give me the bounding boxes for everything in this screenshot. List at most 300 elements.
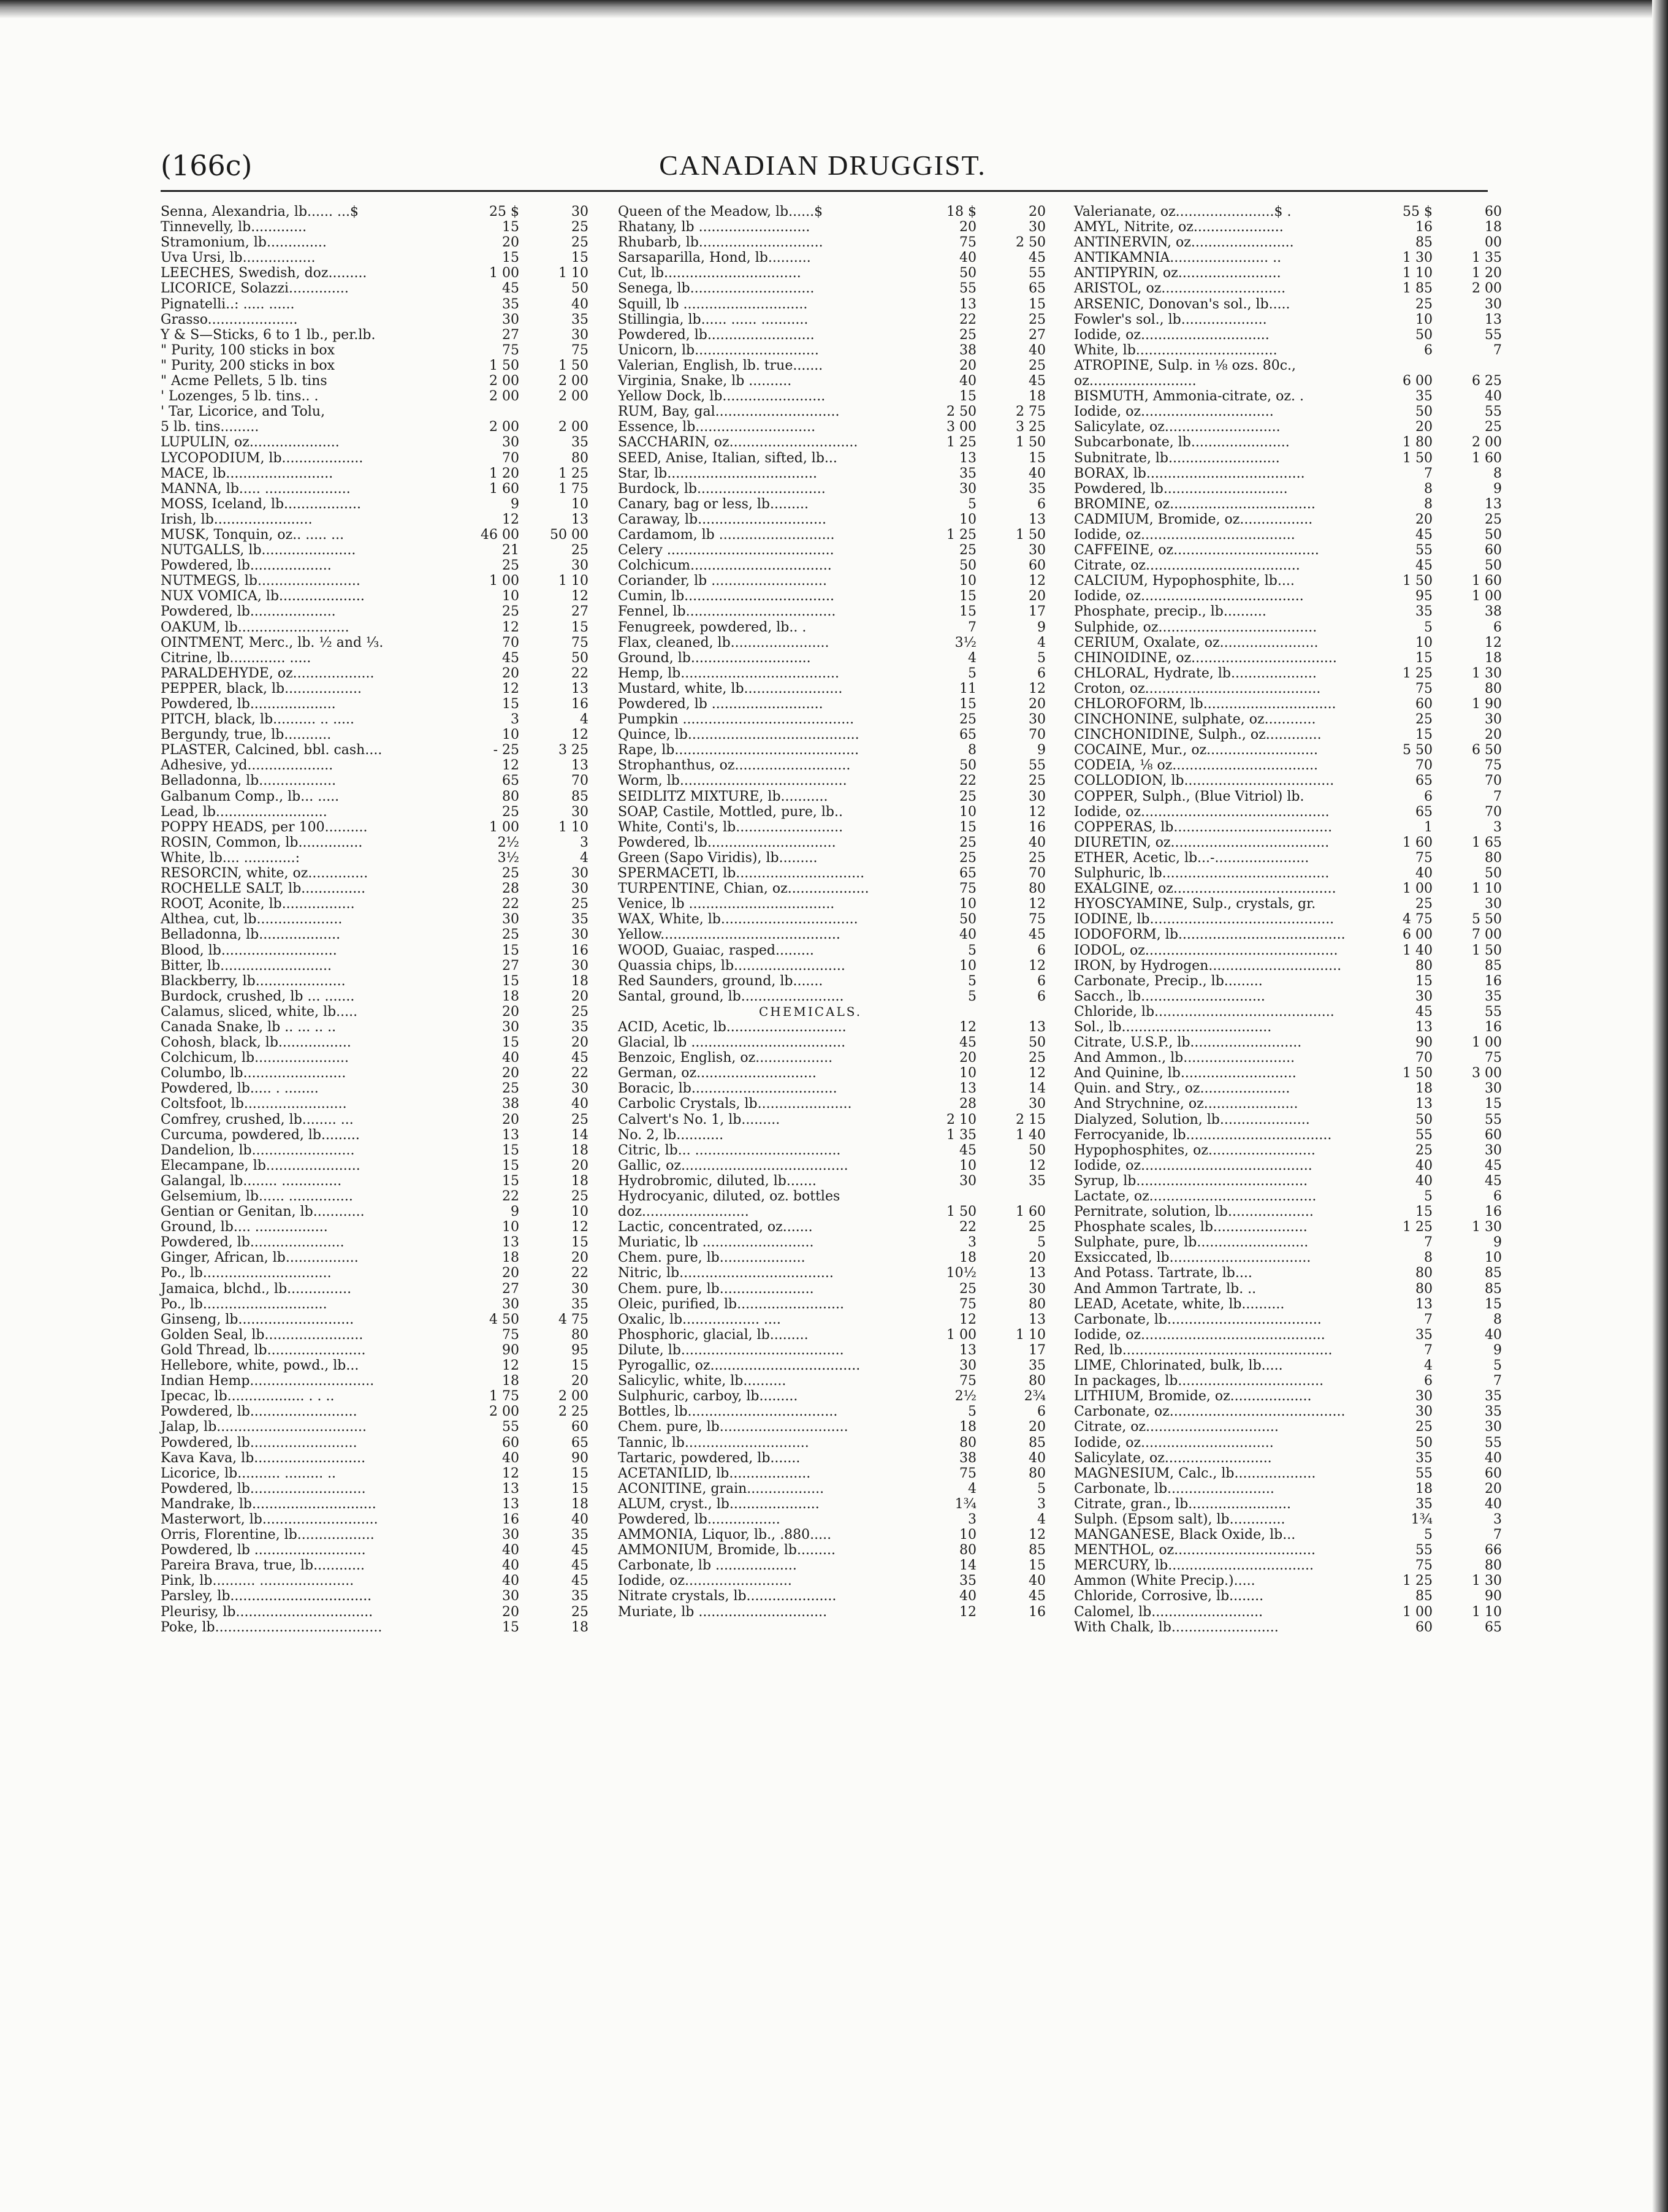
price-row — [618, 481, 1059, 497]
price-high: 25 — [1029, 1219, 1046, 1235]
price-row — [161, 466, 602, 481]
item-name: Phosphate scales, lb...................... — [1074, 1219, 1308, 1235]
item-name: Bottles, lb................................... — [618, 1404, 838, 1420]
price-row — [1074, 820, 1515, 835]
price-row — [1074, 204, 1515, 219]
price-row — [1074, 573, 1515, 589]
price-row — [618, 727, 1059, 742]
item-name: NUTMEGS, lb........................ — [161, 573, 360, 589]
price-high: 1 10 — [558, 265, 588, 281]
price-high: 2 15 — [1016, 1112, 1046, 1127]
price-row — [618, 281, 1059, 296]
price-row — [161, 881, 602, 896]
price-high: 6 50 — [1472, 742, 1502, 758]
price-row — [161, 1481, 602, 1497]
price-high: 75 — [1485, 758, 1502, 774]
price-row — [161, 1189, 602, 1204]
price-high: 6 — [1037, 1404, 1046, 1420]
price-row — [161, 358, 602, 373]
price-row — [618, 1558, 1059, 1573]
price-row — [161, 1050, 602, 1066]
item-name: Iodide, oz...................................... — [1074, 589, 1304, 604]
item-name: No. 2, lb........... — [618, 1127, 724, 1143]
price-high: 1 65 — [1472, 834, 1502, 850]
price-row — [1074, 1481, 1515, 1497]
price-high: 50 — [1485, 527, 1502, 543]
price-row — [1074, 1235, 1515, 1250]
price-low: 12 — [502, 511, 519, 527]
price-row — [618, 1327, 1059, 1343]
price-low: 45 — [959, 1035, 977, 1051]
price-low: 5 50 — [1403, 742, 1433, 758]
item-name: Elecampane, lb...................... — [161, 1157, 360, 1173]
price-high: 55 — [1485, 1435, 1502, 1451]
item-name: Subnitrate, lb.......................... — [1074, 450, 1280, 466]
item-name: Parsley, lb................................. — [161, 1588, 372, 1604]
item-name: Colchicum, lb...................... — [161, 1050, 349, 1066]
price-row — [161, 497, 602, 512]
price-row — [161, 435, 602, 450]
price-row — [161, 512, 602, 527]
price-row — [618, 773, 1059, 788]
price-low: 13 — [1415, 1296, 1433, 1312]
price-row — [161, 373, 602, 389]
item-name: PARALDEHYDE, oz................... — [161, 665, 375, 681]
price-low: 1 25 — [946, 527, 977, 543]
price-low: 55 — [1415, 1543, 1433, 1558]
price-low: 45 — [1415, 1004, 1433, 1020]
item-name: Venice, lb .................................. — [618, 896, 835, 912]
item-name: Essence, lb............................ — [618, 419, 816, 435]
item-name: Lactic, concentrated, oz....... — [618, 1219, 813, 1235]
price-high: 60 — [571, 1419, 588, 1435]
item-name: ANTIKAMNIA....................... .. — [1074, 250, 1282, 266]
price-high: 13 — [1029, 511, 1046, 527]
price-high: 60 — [1485, 1465, 1502, 1481]
item-name: Hydrocyanic, diluted, oz. bottles — [618, 1189, 840, 1204]
item-name: Blackberry, lb..................... — [161, 973, 346, 989]
price-high: 16 — [1029, 1604, 1046, 1620]
price-low: 21 — [502, 543, 519, 559]
item-name: CHINOIDINE, oz.................................. — [1074, 650, 1337, 666]
price-low: 16 — [1415, 219, 1433, 235]
price-low: 4 — [968, 650, 977, 666]
price-row — [618, 927, 1059, 942]
price-high: 35 — [571, 1527, 588, 1543]
price-high: 1 75 — [558, 481, 588, 497]
price-high: 80 — [1485, 1558, 1502, 1574]
price-high: 45 — [571, 1050, 588, 1066]
price-low: 1 00 — [489, 819, 519, 835]
price-high: 90 — [1485, 1588, 1502, 1604]
price-high: 65 — [1029, 281, 1046, 297]
item-name: LUPULIN, oz..................... — [161, 435, 340, 451]
item-name: Sulphate, pure, lb.......................... — [1074, 1235, 1309, 1251]
item-name: Grasso..................... — [161, 311, 298, 327]
price-row — [1074, 1204, 1515, 1219]
price-low: 15 — [959, 389, 977, 405]
price-high: 20 — [571, 1250, 588, 1266]
header-rule — [161, 190, 1488, 192]
item-name: Pignatelli..: ..... ...... — [161, 296, 295, 312]
price-row — [1074, 604, 1515, 619]
item-name: Bitter, lb.......................... — [161, 958, 332, 974]
price-low: 20 — [502, 1265, 519, 1281]
price-low: 13 — [502, 1235, 519, 1251]
price-high: 30 — [1029, 1281, 1046, 1297]
price-row — [161, 850, 602, 866]
price-high: 18 — [1485, 650, 1502, 666]
item-name: TURPENTINE, Chian, oz................... — [618, 881, 869, 897]
item-name: PITCH, black, lb.......... .. ..... — [161, 712, 355, 728]
item-name: Citric, lb... .................................. — [618, 1142, 841, 1158]
price-low: 40 — [959, 373, 977, 389]
price-row — [1074, 1543, 1515, 1558]
item-name: Ginseng, lb........................... — [161, 1311, 354, 1327]
price-row — [1074, 804, 1515, 820]
price-low: 40 — [502, 1573, 519, 1589]
item-name: Powdered, lb .......................... — [161, 1543, 366, 1558]
item-name: Benzoic, English, oz.................. — [618, 1050, 833, 1066]
price-row — [161, 773, 602, 788]
price-row — [161, 1020, 602, 1035]
item-name: Y & S—Sticks, 6 to 1 lb., per.lb. — [161, 327, 376, 343]
price-high: 2 00 — [1472, 281, 1502, 297]
price-row — [161, 1497, 602, 1512]
price-low: 1 00 — [1403, 1604, 1433, 1620]
item-name: IODOL, oz............................................. — [1074, 942, 1338, 958]
price-low: 35 — [959, 1573, 977, 1589]
price-high: 65 — [1485, 1619, 1502, 1635]
price-low: 40 — [1415, 1173, 1433, 1189]
price-low: 1 00 — [489, 573, 519, 589]
price-low: 25 — [959, 327, 977, 343]
price-low: 30 — [502, 1588, 519, 1604]
item-name: Carbonate, lb ................... — [618, 1558, 797, 1574]
price-row — [161, 1373, 602, 1389]
price-high: 15 — [1029, 1558, 1046, 1574]
price-low: 40 — [502, 1558, 519, 1574]
price-row — [618, 850, 1059, 866]
price-row — [618, 1512, 1059, 1527]
price-high: 15 — [1485, 1096, 1502, 1112]
price-low: 30 — [502, 1527, 519, 1543]
price-high: 4 — [580, 712, 588, 728]
price-low: 5 — [1424, 1527, 1433, 1543]
price-high: 35 — [1029, 1358, 1046, 1374]
price-low: 95 — [1415, 589, 1433, 604]
price-row — [1074, 927, 1515, 942]
price-high: 2 75 — [1016, 404, 1046, 420]
item-name: ATROPINE, Sulp. in ⅛ ozs. 80c., — [1074, 357, 1297, 373]
item-name: Red, lb................................................. — [1074, 1342, 1333, 1358]
price-row — [618, 497, 1059, 512]
price-high: 9 — [1493, 481, 1502, 497]
price-row — [618, 1527, 1059, 1543]
price-low: 30 — [1415, 1404, 1433, 1420]
item-name: Syrup, lb........................................ — [1074, 1173, 1308, 1189]
item-name: Worm, lb....................................... — [618, 773, 847, 789]
price-low: 22 — [959, 773, 977, 789]
price-row — [1074, 1066, 1515, 1081]
item-name: Citrate, oz.................................... — [1074, 558, 1300, 574]
item-name: LEECHES, Swedish, doz......... — [161, 265, 367, 281]
price-low: 10 — [959, 958, 977, 974]
item-name: Pink, lb.......... ...................... — [161, 1573, 354, 1589]
price-low: 10 — [1415, 311, 1433, 327]
price-low: 70 — [502, 635, 519, 650]
price-low: 40 — [959, 1588, 977, 1604]
price-low: 50 — [959, 912, 977, 928]
price-low: 90 — [1415, 1035, 1433, 1051]
price-low: 8 — [968, 742, 977, 758]
price-row — [1074, 1004, 1515, 1020]
item-name: Cohosh, black, lb................. — [161, 1035, 351, 1051]
price-row — [1074, 1020, 1515, 1035]
price-row — [1074, 281, 1515, 296]
price-low: 18 — [502, 1373, 519, 1389]
price-high: 9 — [1493, 1342, 1502, 1358]
item-name: MANGANESE, Black Oxide, lb... — [1074, 1527, 1296, 1543]
item-name: Chloride, Corrosive, lb........ — [1074, 1588, 1264, 1604]
price-row — [618, 558, 1059, 573]
price-row — [618, 1358, 1059, 1373]
item-name: IODOFORM, lb....................................... — [1074, 927, 1346, 943]
price-row — [1074, 789, 1515, 804]
price-high: 20 — [571, 1157, 588, 1173]
price-low: 25 — [959, 788, 977, 804]
price-low: 3 — [968, 1235, 977, 1251]
item-name: NUTGALLS, lb...................... — [161, 543, 356, 559]
price-high: 35 — [571, 1296, 588, 1312]
price-low: 80 — [502, 788, 519, 804]
price-low: 8 — [1424, 496, 1433, 512]
price-low: 8 — [1424, 1250, 1433, 1266]
price-high: 55 — [1485, 1004, 1502, 1020]
price-low: 10 — [959, 1157, 977, 1173]
price-low: 28 — [959, 1096, 977, 1112]
price-row — [618, 742, 1059, 758]
price-high: 60 — [1029, 558, 1046, 574]
price-row — [161, 1112, 602, 1127]
price-row — [618, 696, 1059, 712]
price-high: 13 — [571, 511, 588, 527]
price-high: 2 00 — [558, 389, 588, 405]
price-low: 13 — [959, 1081, 977, 1097]
price-row — [161, 789, 602, 804]
item-name: Sulphide, oz..................................... — [1074, 619, 1317, 635]
price-row — [1074, 742, 1515, 758]
price-low: 35 — [1415, 1496, 1433, 1512]
price-low: 1 50 — [1403, 573, 1433, 589]
item-name: Salicylic, white, lb.......... — [618, 1373, 786, 1389]
item-name: Oxalic, lb.................. .... — [618, 1311, 781, 1327]
price-high: 70 — [1029, 727, 1046, 743]
price-high: 55 — [1485, 1112, 1502, 1127]
item-name: Virginia, Snake, lb .......... — [618, 373, 792, 389]
price-low: 9 — [511, 496, 519, 512]
price-row — [161, 696, 602, 712]
price-high: 40 — [1485, 389, 1502, 405]
price-low: 50 — [1415, 1112, 1433, 1127]
price-low: 65 — [959, 727, 977, 743]
price-high: 45 — [1029, 250, 1046, 266]
price-low: 1 20 — [489, 465, 519, 481]
item-name: EXALGINE, oz...................................... — [1074, 881, 1336, 897]
item-name: Canada Snake, lb .. ... .. .. — [161, 1019, 337, 1035]
price-low: 27 — [502, 1281, 519, 1297]
item-name: Golden Seal, lb....................... — [161, 1327, 364, 1343]
price-row — [161, 481, 602, 497]
price-row — [161, 896, 602, 912]
price-low: 65 — [959, 866, 977, 882]
price-low: 11 — [959, 681, 977, 696]
price-low: 18 — [502, 1250, 519, 1266]
price-row — [618, 219, 1059, 235]
item-name: Jamaica, blchd., lb............... — [161, 1281, 352, 1297]
price-high: 10 — [571, 1204, 588, 1220]
price-row — [618, 451, 1059, 466]
item-name: LEAD, Acetate, white, lb.......... — [1074, 1296, 1285, 1312]
price-high: 20 — [1029, 1250, 1046, 1266]
price-row — [618, 466, 1059, 481]
price-row — [1074, 1588, 1515, 1604]
price-low: 1 60 — [1403, 834, 1433, 850]
item-name: And Ammon., lb.......................... — [1074, 1050, 1295, 1066]
price-row — [618, 1020, 1059, 1035]
price-high: 40 — [1485, 1327, 1502, 1343]
price-row — [1074, 451, 1515, 466]
item-name: Stramonium, lb.............. — [161, 235, 327, 251]
price-low: 15 — [959, 696, 977, 712]
price-high: 55 — [1029, 758, 1046, 774]
price-high: 30 — [571, 1081, 588, 1097]
price-low: 1 25 — [1403, 665, 1433, 681]
price-high: 80 — [1029, 881, 1046, 897]
item-name: Powdered, lb................... — [161, 558, 332, 574]
item-name: Poke, lb....................................... — [161, 1619, 383, 1635]
price-high: 22 — [571, 1066, 588, 1081]
price-high: 80 — [1485, 850, 1502, 866]
price-high: 7 — [1493, 342, 1502, 358]
price-low: 90 — [502, 1342, 519, 1358]
price-high: 5 — [1037, 1235, 1046, 1251]
item-name: SEED, Anise, Italian, sifted, lb... — [618, 450, 837, 466]
price-row — [161, 1358, 602, 1373]
price-row — [1074, 896, 1515, 912]
price-high: 2 25 — [558, 1404, 588, 1420]
price-high: 1 30 — [1472, 665, 1502, 681]
price-low: 25 — [959, 850, 977, 866]
price-row — [618, 666, 1059, 681]
price-low: 46 00 — [481, 527, 519, 543]
price-high: 6 — [1037, 496, 1046, 512]
price-high: 8 — [1493, 465, 1502, 481]
price-low: 1 75 — [489, 1389, 519, 1405]
item-name: Iodide, oz........................................ — [1074, 1157, 1312, 1173]
price-row — [618, 1066, 1059, 1081]
price-high: 20 — [1029, 696, 1046, 712]
page-number: (166c) — [161, 149, 253, 182]
item-name: CADMIUM, Bromide, oz................. — [1074, 511, 1313, 527]
price-row — [161, 974, 602, 989]
price-high: 85 — [1485, 1281, 1502, 1297]
price-low: 1 50 — [1403, 1066, 1433, 1081]
price-high: 40 — [1029, 465, 1046, 481]
price-low: 28 — [502, 881, 519, 897]
price-low: 5 — [1424, 619, 1433, 635]
item-name: Rape, lb........................................... — [618, 742, 859, 758]
item-name: SPERMACETI, lb.............................. — [618, 866, 865, 882]
price-row — [161, 1435, 602, 1451]
item-name: Calamus, sliced, white, lb..... — [161, 1004, 358, 1020]
price-row — [1074, 589, 1515, 604]
price-row — [161, 419, 602, 435]
price-row — [1074, 1189, 1515, 1204]
page-header — [161, 149, 1485, 186]
price-high: 14 — [1029, 1081, 1046, 1097]
price-high: 18 — [571, 1173, 588, 1189]
price-row — [618, 866, 1059, 881]
item-name: IODINE, lb........................................... — [1074, 912, 1335, 928]
price-row — [618, 943, 1059, 958]
price-row — [1074, 681, 1515, 696]
item-name: Sulph. (Epsom salt), lb............. — [1074, 1511, 1285, 1527]
price-row — [161, 1250, 602, 1265]
price-row — [1074, 958, 1515, 974]
price-low: 1 80 — [1403, 435, 1433, 451]
price-high: 8 — [1493, 1311, 1502, 1327]
item-name: Salicylate, oz......................... — [1074, 1450, 1272, 1466]
price-high: 18 — [1029, 389, 1046, 405]
price-high: 1 10 — [1472, 1604, 1502, 1620]
item-name: Pleurisy, lb................................ — [161, 1604, 373, 1620]
item-name: Mustard, white, lb....................... — [618, 681, 843, 696]
price-low: 2 00 — [489, 389, 519, 405]
price-high: 40 — [1029, 1450, 1046, 1466]
price-low: 5 — [968, 988, 977, 1004]
price-low: 15 — [959, 604, 977, 620]
price-high: 3 — [1493, 819, 1502, 835]
item-name: And Ammon Tartrate, lb. .. — [1074, 1281, 1257, 1297]
price-row — [1074, 1143, 1515, 1158]
price-high: 4 — [1037, 635, 1046, 650]
price-high: 15 — [571, 1358, 588, 1374]
price-row — [161, 820, 602, 835]
price-high: 45 — [1029, 927, 1046, 943]
price-low: 6 00 — [1403, 373, 1433, 389]
item-name: Po., lb.............................. — [161, 1265, 332, 1281]
price-high: 55 — [1029, 265, 1046, 281]
price-high: 35 — [571, 435, 588, 451]
price-high: 3 — [1493, 1511, 1502, 1527]
price-low: 22 — [502, 1189, 519, 1204]
item-name: OINTMENT, Merc., lb. ½ and ⅓. — [161, 635, 384, 650]
price-low: 1 60 — [489, 481, 519, 497]
price-row — [618, 820, 1059, 835]
price-row — [161, 219, 602, 235]
price-row — [618, 1112, 1059, 1127]
price-low: 2 00 — [489, 419, 519, 435]
item-name: POPPY HEADS, per 100.......... — [161, 819, 368, 835]
price-high: 25 — [1485, 419, 1502, 435]
price-low: 7 — [1424, 1342, 1433, 1358]
price-high: 20 — [1029, 204, 1046, 219]
item-name: ARSENIC, Donovan's sol., lb..... — [1074, 296, 1290, 312]
price-low: 25 — [502, 866, 519, 882]
price-row — [1074, 343, 1515, 358]
price-high: 30 — [1029, 788, 1046, 804]
